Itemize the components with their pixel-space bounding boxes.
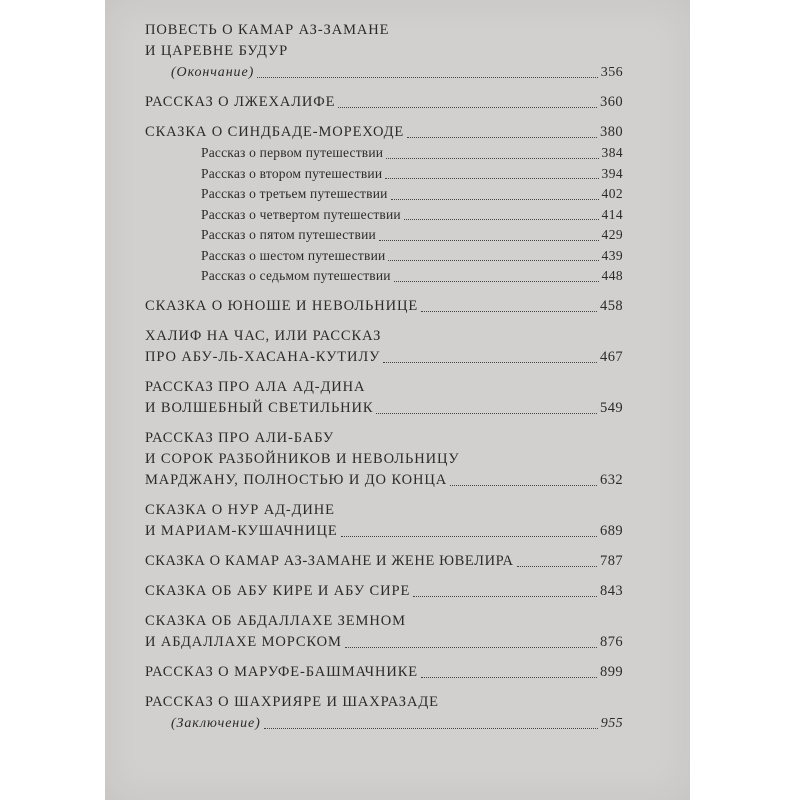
entry-title: И СОРОК РАЗБОЙНИКОВ И НЕВОЛЬНИЦУ: [145, 450, 460, 467]
toc-entry: [145, 20, 623, 62]
entry-title: РАССКАЗ О МАРУФЕ-БАШМАЧНИКЕ: [145, 663, 419, 680]
page-number: 689: [600, 522, 623, 539]
entry-title: РАССКАЗ О ЛЖЕХАЛИФЕ: [145, 94, 336, 110]
entry-title: ХАЛИФ НА ЧАС, ИЛИ РАССКАЗ: [145, 327, 382, 344]
page-number: 380: [600, 124, 623, 140]
page-number: 356: [600, 65, 623, 80]
page-number: 402: [601, 186, 623, 201]
toc-entry: [145, 692, 623, 713]
toc-entry-note: [171, 62, 623, 83]
toc-subentries: [201, 143, 623, 287]
toc-subentry: [201, 143, 623, 164]
entry-title: СКАЗКА О ЮНОШЕ И НЕВОЛЬНИЦЕ: [145, 297, 419, 314]
toc-subentry: [201, 184, 623, 205]
toc-entry: [145, 662, 623, 683]
leader-dots: [394, 281, 599, 282]
toc-subentry: [201, 205, 623, 226]
entry-note: (Окончание): [171, 65, 255, 80]
leader-dots: [338, 107, 597, 108]
subentry-title: Рассказ о седьмом путешествии: [201, 268, 391, 283]
subentry-title: Рассказ о втором путешествии: [201, 165, 383, 181]
page-number: 632: [600, 471, 623, 488]
entry-title: СКАЗКА ОБ АБУ КИРЕ И АБУ СИРЕ: [145, 582, 411, 599]
leader-dots: [257, 77, 598, 78]
entry-title: РАССКАЗ ПРО АЛА АД-ДИНА: [145, 378, 366, 395]
entry-title: И ВОЛШЕБНЫЙ СВЕТИЛЬНИК: [145, 399, 374, 416]
entry-title: СКАЗКА О КАМАР АЗ-ЗАМАНЕ И ЖЕНЕ ЮВЕЛИРА: [145, 552, 514, 569]
entry-note: (Заключение): [171, 715, 261, 731]
toc-subentry: [201, 164, 623, 185]
page-number: 787: [600, 552, 623, 569]
leader-dots: [421, 677, 597, 678]
page-number: 394: [601, 165, 623, 181]
entry-title: И МАРИАМ-КУШАЧНИЦЕ: [145, 522, 338, 539]
leader-dots: [345, 647, 597, 648]
page-number: 467: [600, 348, 623, 365]
subentry-title: Рассказ о четвертом путешествии: [201, 206, 401, 222]
entry-title: РАССКАЗ О ШАХРИЯРЕ И ШАХРАЗАДЕ: [145, 693, 439, 710]
leader-dots: [383, 362, 597, 363]
leader-dots: [385, 178, 598, 179]
page-number: 448: [601, 268, 623, 283]
toc-entry: [145, 92, 623, 113]
entry-title: И ЦАРЕВНЕ БУДУР: [145, 43, 289, 59]
toc-entry: [145, 500, 623, 542]
toc-entry: [145, 611, 623, 653]
page-number: 429: [601, 227, 623, 242]
page-number: 843: [600, 582, 623, 599]
table-of-contents: [145, 20, 623, 734]
page-number: 955: [600, 715, 623, 731]
toc-entry: [145, 428, 623, 491]
entry-title: И АБДАЛЛАХЕ МОРСКОМ: [145, 633, 342, 650]
leader-dots: [413, 596, 597, 597]
subentry-title: Рассказ о шестом путешествии: [201, 247, 386, 263]
subentry-title: Рассказ о третьем путешествии: [201, 186, 388, 201]
toc-entry: [145, 581, 623, 602]
entry-title: ПОВЕСТЬ О КАМАР АЗ-ЗАМАНЕ: [145, 22, 390, 38]
page-number: 876: [600, 633, 623, 650]
entry-title: СКАЗКА ОБ АБДАЛЛАХЕ ЗЕМНОМ: [145, 612, 406, 629]
toc-subentry: [201, 266, 623, 287]
leader-dots: [404, 219, 599, 220]
toc-subentry: [201, 225, 623, 246]
entry-title: СКАЗКА О НУР АД-ДИНЕ: [145, 501, 335, 518]
page-number: 549: [600, 399, 623, 416]
entry-title: ПРО АБУ-ЛЬ-ХАСАНА-КУТИЛУ: [145, 348, 381, 365]
leader-dots: [264, 728, 598, 729]
page-number: 458: [600, 297, 623, 314]
page-number: 899: [600, 663, 623, 680]
leader-dots: [388, 260, 598, 261]
leader-dots: [386, 158, 598, 159]
leader-dots: [407, 137, 597, 138]
page-number: 384: [601, 145, 623, 160]
toc-entry: [145, 377, 623, 419]
toc-subentry: [201, 246, 623, 267]
leader-dots: [341, 536, 597, 537]
leader-dots: [421, 311, 597, 312]
subentry-title: Рассказ о первом путешествии: [201, 145, 384, 160]
leader-dots: [450, 485, 597, 486]
toc-entry: [145, 551, 623, 572]
entry-title: МАРДЖАНУ, ПОЛНОСТЬЮ И ДО КОНЦА: [145, 471, 448, 488]
toc-entry: [145, 296, 623, 317]
entry-title: РАССКАЗ ПРО АЛИ-БАБУ: [145, 429, 335, 446]
leader-dots: [517, 566, 597, 567]
toc-entry: [145, 326, 623, 368]
leader-dots: [376, 413, 597, 414]
leader-dots: [379, 240, 599, 241]
page-number: 360: [600, 94, 623, 110]
entry-title: СКАЗКА О СИНДБАДЕ-МОРЕХОДЕ: [145, 124, 405, 140]
toc-entry: [145, 122, 623, 143]
subentry-title: Рассказ о пятом путешествии: [201, 227, 376, 242]
toc-entry-note: [171, 713, 623, 734]
page-number: 439: [601, 247, 623, 263]
leader-dots: [391, 199, 599, 200]
page-number: 414: [601, 206, 623, 222]
